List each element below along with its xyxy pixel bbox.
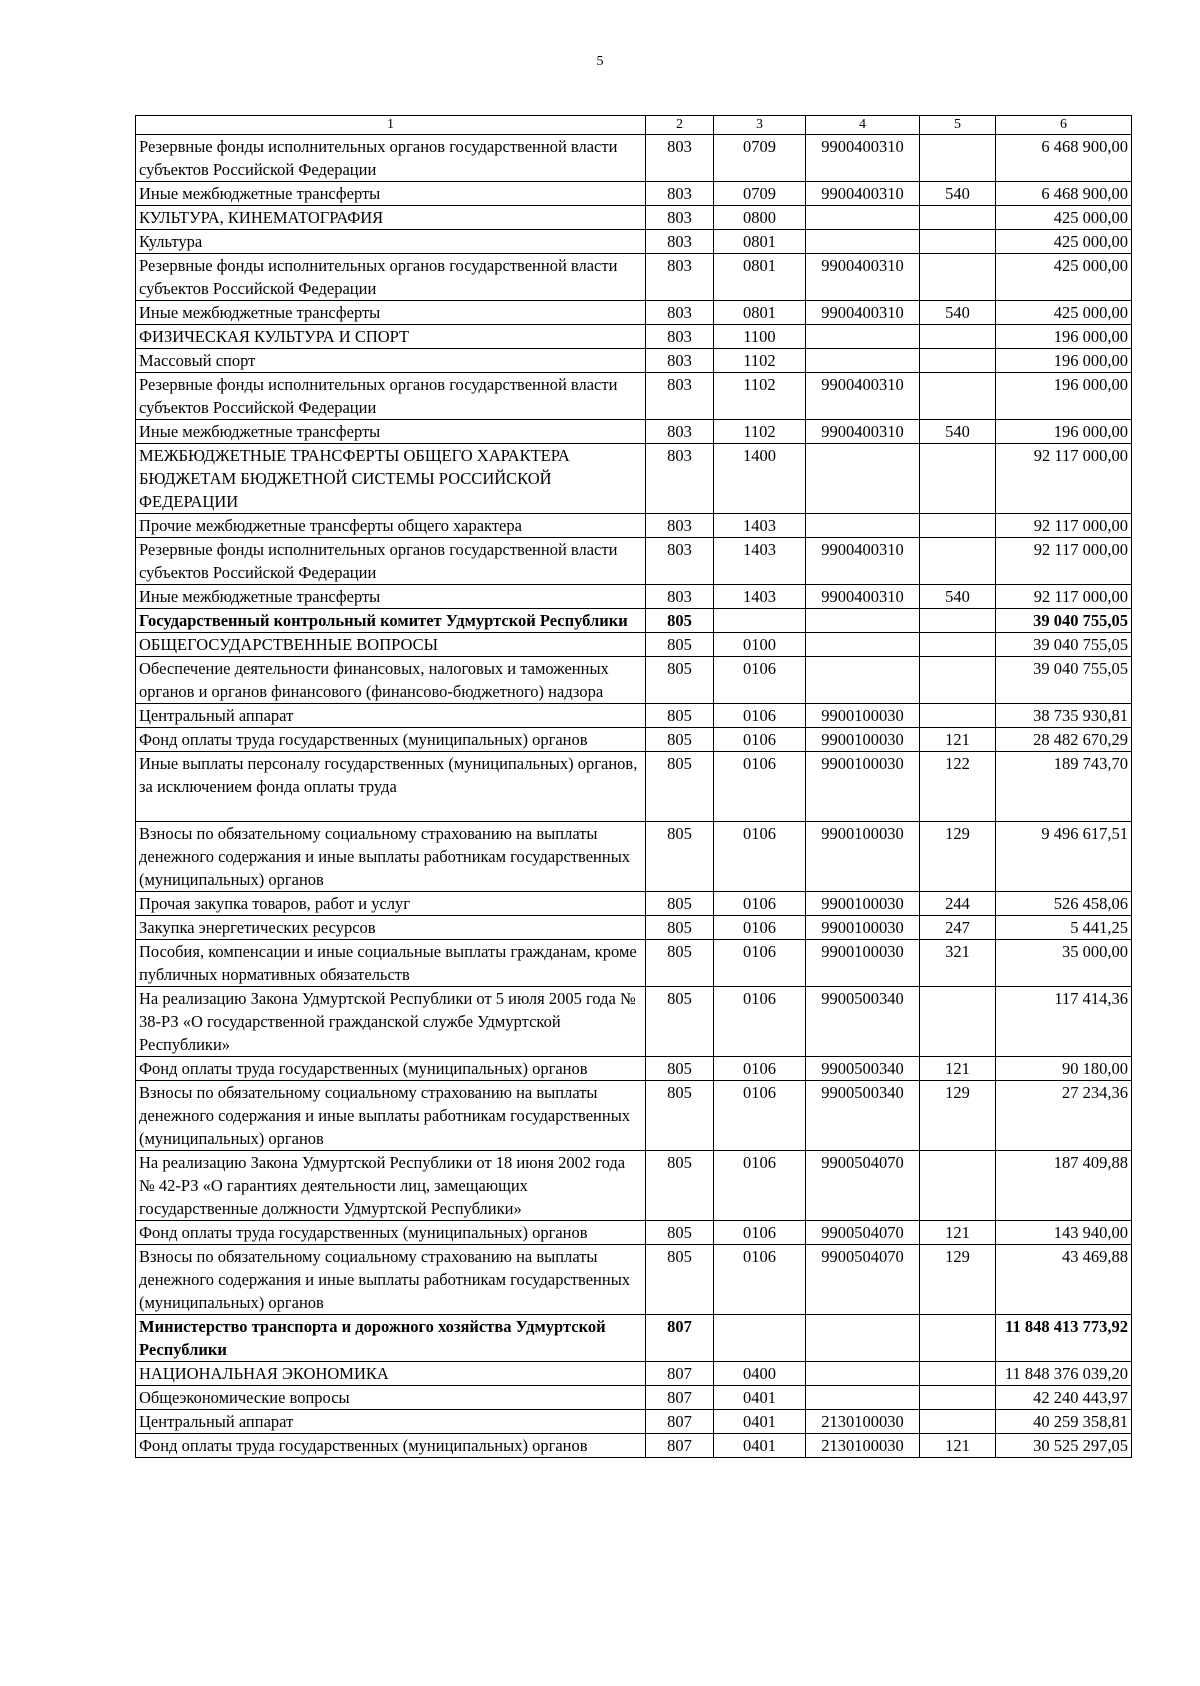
col-header: 4 (806, 116, 920, 135)
row-col5 (920, 1315, 996, 1362)
table-row (136, 206, 1132, 230)
table-row (136, 987, 1132, 1057)
row-col3: 0801 (714, 230, 806, 254)
table-row (136, 704, 1132, 728)
row-col4: 9900100030 (806, 916, 920, 940)
row-name: Прочие межбюджетные трансферты общего характера (136, 514, 646, 538)
col-header: 5 (920, 116, 996, 135)
row-col2: 805 (646, 1057, 714, 1081)
row-col3: 1102 (714, 420, 806, 444)
row-col2: 803 (646, 373, 714, 420)
row-col2: 803 (646, 349, 714, 373)
table-row (136, 728, 1132, 752)
row-col2: 805 (646, 657, 714, 704)
row-amount: 9 496 617,51 (996, 822, 1132, 892)
row-amount: 40 259 358,81 (996, 1410, 1132, 1434)
row-col4: 9900100030 (806, 892, 920, 916)
row-name: Обеспечение деятельности финансовых, налоговых и таможенных органов и органов финансового (финансово-бюджетного) надзора (136, 657, 646, 704)
row-col5 (920, 514, 996, 538)
table-row (136, 420, 1132, 444)
row-col3: 0106 (714, 1081, 806, 1151)
row-name: Массовый спорт (136, 349, 646, 373)
row-amount: 42 240 443,97 (996, 1386, 1132, 1410)
row-col4: 9900504070 (806, 1151, 920, 1221)
row-col5: 129 (920, 822, 996, 892)
row-col3: 0106 (714, 892, 806, 916)
row-col2: 803 (646, 135, 714, 182)
table-row (136, 1221, 1132, 1245)
row-col5 (920, 1151, 996, 1221)
row-col2: 805 (646, 609, 714, 633)
table-row (136, 940, 1132, 987)
row-amount: 39 040 755,05 (996, 657, 1132, 704)
page-number: 5 (596, 54, 604, 69)
row-col5: 540 (920, 301, 996, 325)
row-col3: 0106 (714, 987, 806, 1057)
row-col4 (806, 633, 920, 657)
row-name: МЕЖБЮДЖЕТНЫЕ ТРАНСФЕРТЫ ОБЩЕГО ХАРАКТЕРА БЮДЖЕТАМ БЮДЖЕТНОЙ СИСТЕМЫ РОССИЙСКОЙ ФЕДЕРАЦИИ (136, 444, 646, 514)
table-row (136, 892, 1132, 916)
row-col3: 0106 (714, 1221, 806, 1245)
row-col3: 0106 (714, 822, 806, 892)
row-col3 (714, 1315, 806, 1362)
table-row (136, 373, 1132, 420)
row-amount: 92 117 000,00 (996, 538, 1132, 585)
row-name: Иные выплаты персоналу государственных (муниципальных) органов, за исключением фонда оплаты труда (136, 752, 646, 822)
row-name: Прочая закупка товаров, работ и услуг (136, 892, 646, 916)
row-col5: 540 (920, 585, 996, 609)
row-name: Культура (136, 230, 646, 254)
row-name: Фонд оплаты труда государственных (муниципальных) органов (136, 1057, 646, 1081)
row-col3: 0801 (714, 254, 806, 301)
row-col2: 807 (646, 1315, 714, 1362)
row-col3: 0401 (714, 1410, 806, 1434)
row-col3: 0106 (714, 916, 806, 940)
row-col3: 0106 (714, 1057, 806, 1081)
row-col3: 0401 (714, 1434, 806, 1458)
row-col2: 803 (646, 444, 714, 514)
row-amount: 526 458,06 (996, 892, 1132, 916)
row-col5 (920, 704, 996, 728)
row-amount: 92 117 000,00 (996, 585, 1132, 609)
row-amount: 38 735 930,81 (996, 704, 1132, 728)
row-col2: 807 (646, 1434, 714, 1458)
row-col5: 129 (920, 1081, 996, 1151)
row-amount: 35 000,00 (996, 940, 1132, 987)
row-col4 (806, 349, 920, 373)
row-col4 (806, 657, 920, 704)
row-col2: 807 (646, 1362, 714, 1386)
col-header: 1 (136, 116, 646, 135)
row-col3: 0106 (714, 1245, 806, 1315)
row-col3: 0401 (714, 1386, 806, 1410)
table-row (136, 254, 1132, 301)
row-col2: 805 (646, 1151, 714, 1221)
table-row (136, 1081, 1132, 1151)
row-col5 (920, 135, 996, 182)
row-col4: 9900400310 (806, 254, 920, 301)
row-col3: 0709 (714, 182, 806, 206)
row-col4: 2130100030 (806, 1434, 920, 1458)
row-name: Резервные фонды исполнительных органов государственной власти субъектов Российской Федерации (136, 373, 646, 420)
table-row (136, 1057, 1132, 1081)
row-name: ФИЗИЧЕСКАЯ КУЛЬТУРА И СПОРТ (136, 325, 646, 349)
row-col5 (920, 609, 996, 633)
row-col5 (920, 373, 996, 420)
row-col5 (920, 444, 996, 514)
row-col4: 9900100030 (806, 940, 920, 987)
table-row (136, 585, 1132, 609)
row-name: Фонд оплаты труда государственных (муниципальных) органов (136, 1434, 646, 1458)
row-name: Министерство транспорта и дорожного хозяйства Удмуртской Республики (136, 1315, 646, 1362)
table-row (136, 822, 1132, 892)
row-col3: 0400 (714, 1362, 806, 1386)
row-col5: 121 (920, 1221, 996, 1245)
row-col2: 807 (646, 1386, 714, 1410)
row-col2: 803 (646, 301, 714, 325)
row-col5 (920, 633, 996, 657)
row-amount: 117 414,36 (996, 987, 1132, 1057)
row-amount: 425 000,00 (996, 206, 1132, 230)
row-col5 (920, 657, 996, 704)
table-body (136, 135, 1132, 1458)
row-col4: 9900100030 (806, 822, 920, 892)
table-row (136, 1434, 1132, 1458)
row-amount: 196 000,00 (996, 420, 1132, 444)
row-name: Общеэкономические вопросы (136, 1386, 646, 1410)
row-name: НАЦИОНАЛЬНАЯ ЭКОНОМИКА (136, 1362, 646, 1386)
row-col4 (806, 609, 920, 633)
row-col3: 0800 (714, 206, 806, 230)
row-col2: 805 (646, 1245, 714, 1315)
row-col4: 9900500340 (806, 1081, 920, 1151)
table-row (136, 1315, 1132, 1362)
table-row (136, 1151, 1132, 1221)
row-col2: 805 (646, 916, 714, 940)
row-col4 (806, 1386, 920, 1410)
row-col5 (920, 538, 996, 585)
table-row (136, 182, 1132, 206)
row-col3: 1403 (714, 585, 806, 609)
row-name: Резервные фонды исполнительных органов государственной власти субъектов Российской Федерации (136, 254, 646, 301)
row-col5: 121 (920, 1057, 996, 1081)
row-col5: 244 (920, 892, 996, 916)
row-amount: 28 482 670,29 (996, 728, 1132, 752)
row-name: Взносы по обязательному социальному страхованию на выплаты денежного содержания и иные выплаты работникам государственных (муниципальных) органов (136, 1081, 646, 1151)
row-col3: 0106 (714, 704, 806, 728)
row-col2: 803 (646, 325, 714, 349)
row-name: Центральный аппарат (136, 1410, 646, 1434)
row-col2: 803 (646, 230, 714, 254)
row-col5: 121 (920, 728, 996, 752)
row-col3: 1403 (714, 538, 806, 585)
row-name: ОБЩЕГОСУДАРСТВЕННЫЕ ВОПРОСЫ (136, 633, 646, 657)
row-name: Иные межбюджетные трансферты (136, 585, 646, 609)
row-col2: 803 (646, 182, 714, 206)
row-col2: 805 (646, 704, 714, 728)
row-name: Фонд оплаты труда государственных (муниципальных) органов (136, 1221, 646, 1245)
row-col3: 0106 (714, 1151, 806, 1221)
row-amount: 196 000,00 (996, 349, 1132, 373)
row-col5 (920, 230, 996, 254)
row-amount: 11 848 376 039,20 (996, 1362, 1132, 1386)
table-row (136, 609, 1132, 633)
row-col5: 540 (920, 420, 996, 444)
row-amount: 187 409,88 (996, 1151, 1132, 1221)
row-col4: 9900100030 (806, 704, 920, 728)
col-header: 3 (714, 116, 806, 135)
row-name: Государственный контрольный комитет Удмуртской Республики (136, 609, 646, 633)
row-col4 (806, 444, 920, 514)
row-col3: 0801 (714, 301, 806, 325)
col-header: 2 (646, 116, 714, 135)
row-name: Закупка энергетических ресурсов (136, 916, 646, 940)
row-name: Иные межбюджетные трансферты (136, 301, 646, 325)
row-col2: 805 (646, 752, 714, 822)
row-col4: 9900504070 (806, 1221, 920, 1245)
row-col5 (920, 1410, 996, 1434)
row-col5 (920, 1386, 996, 1410)
row-col4: 9900400310 (806, 420, 920, 444)
row-col4 (806, 1315, 920, 1362)
row-col2: 803 (646, 585, 714, 609)
row-name: Иные межбюджетные трансферты (136, 420, 646, 444)
row-col3: 1403 (714, 514, 806, 538)
row-amount: 90 180,00 (996, 1057, 1132, 1081)
row-amount: 11 848 413 773,92 (996, 1315, 1132, 1362)
row-name: Взносы по обязательному социальному страхованию на выплаты денежного содержания и иные выплаты работникам государственных (муниципальных) органов (136, 1245, 646, 1315)
row-amount: 143 940,00 (996, 1221, 1132, 1245)
row-name: Резервные фонды исполнительных органов государственной власти субъектов Российской Федерации (136, 538, 646, 585)
row-amount: 30 525 297,05 (996, 1434, 1132, 1458)
row-amount: 425 000,00 (996, 254, 1132, 301)
row-name: Фонд оплаты труда государственных (муниципальных) органов (136, 728, 646, 752)
row-amount: 5 441,25 (996, 916, 1132, 940)
row-col5 (920, 987, 996, 1057)
row-col2: 807 (646, 1410, 714, 1434)
row-col3: 0106 (714, 752, 806, 822)
col-header: 6 (996, 116, 1132, 135)
row-col5: 247 (920, 916, 996, 940)
row-col5: 122 (920, 752, 996, 822)
row-col2: 805 (646, 822, 714, 892)
table-row (136, 230, 1132, 254)
row-amount: 425 000,00 (996, 230, 1132, 254)
row-col3: 0709 (714, 135, 806, 182)
row-col5: 321 (920, 940, 996, 987)
row-amount: 92 117 000,00 (996, 444, 1132, 514)
row-col2: 805 (646, 633, 714, 657)
row-amount: 196 000,00 (996, 325, 1132, 349)
row-col5 (920, 206, 996, 230)
row-amount: 43 469,88 (996, 1245, 1132, 1315)
row-col4: 9900400310 (806, 538, 920, 585)
row-amount: 92 117 000,00 (996, 514, 1132, 538)
row-name: Центральный аппарат (136, 704, 646, 728)
row-name: Резервные фонды исполнительных органов государственной власти субъектов Российской Федерации (136, 135, 646, 182)
row-name: Иные межбюджетные трансферты (136, 182, 646, 206)
row-col2: 805 (646, 1221, 714, 1245)
row-col2: 803 (646, 206, 714, 230)
row-col3: 1102 (714, 349, 806, 373)
row-col5 (920, 349, 996, 373)
row-col3: 1100 (714, 325, 806, 349)
row-amount: 27 234,36 (996, 1081, 1132, 1151)
row-amount: 6 468 900,00 (996, 135, 1132, 182)
row-col3: 0106 (714, 940, 806, 987)
table-row (136, 135, 1132, 182)
row-amount: 196 000,00 (996, 373, 1132, 420)
row-col4 (806, 514, 920, 538)
row-name: КУЛЬТУРА, КИНЕМАТОГРАФИЯ (136, 206, 646, 230)
table-row (136, 514, 1132, 538)
row-col2: 803 (646, 254, 714, 301)
row-name: На реализацию Закона Удмуртской Республики от 18 июня 2002 года № 42-РЗ «О гарантиях деятельности лиц, замещающих государственные должности Удмуртской Республики» (136, 1151, 646, 1221)
row-name: Взносы по обязательному социальному страхованию на выплаты денежного содержания и иные выплаты работникам государственных (муниципальных) органов (136, 822, 646, 892)
row-col4 (806, 206, 920, 230)
row-col5 (920, 325, 996, 349)
table-row (136, 916, 1132, 940)
row-col3: 1400 (714, 444, 806, 514)
row-col3: 0100 (714, 633, 806, 657)
row-col5 (920, 1362, 996, 1386)
row-name: Пособия, компенсации и иные социальные выплаты гражданам, кроме публичных нормативных обязательств (136, 940, 646, 987)
row-amount: 39 040 755,05 (996, 609, 1132, 633)
row-col5 (920, 254, 996, 301)
row-col2: 803 (646, 420, 714, 444)
row-col4: 9900400310 (806, 301, 920, 325)
row-col4: 9900400310 (806, 182, 920, 206)
table-row (136, 1410, 1132, 1434)
table-row (136, 633, 1132, 657)
row-col4: 9900400310 (806, 373, 920, 420)
row-col4: 2130100030 (806, 1410, 920, 1434)
row-col5: 129 (920, 1245, 996, 1315)
row-name: На реализацию Закона Удмуртской Республики от 5 июля 2005 года № 38-РЗ «О государственной гражданской службе Удмуртской Республики» (136, 987, 646, 1057)
table-row (136, 538, 1132, 585)
row-amount: 189 743,70 (996, 752, 1132, 822)
table-row (136, 349, 1132, 373)
row-col2: 803 (646, 514, 714, 538)
table-row (136, 1362, 1132, 1386)
row-col5: 121 (920, 1434, 996, 1458)
row-col3: 0106 (714, 657, 806, 704)
row-col4 (806, 1362, 920, 1386)
row-col4 (806, 230, 920, 254)
row-col4: 9900400310 (806, 585, 920, 609)
row-amount: 39 040 755,05 (996, 633, 1132, 657)
row-col4: 9900504070 (806, 1245, 920, 1315)
row-col4: 9900500340 (806, 987, 920, 1057)
row-col4 (806, 325, 920, 349)
row-amount: 425 000,00 (996, 301, 1132, 325)
row-col3: 1102 (714, 373, 806, 420)
row-col4: 9900400310 (806, 135, 920, 182)
row-col3 (714, 609, 806, 633)
table-row (136, 1245, 1132, 1315)
row-col2: 805 (646, 940, 714, 987)
row-amount: 6 468 900,00 (996, 182, 1132, 206)
header-row (136, 116, 1132, 135)
table-row (136, 1386, 1132, 1410)
row-col5: 540 (920, 182, 996, 206)
table-row (136, 657, 1132, 704)
row-col3: 0106 (714, 728, 806, 752)
budget-table (135, 115, 1132, 1458)
row-col4: 9900500340 (806, 1057, 920, 1081)
table-row (136, 752, 1132, 822)
row-col4: 9900100030 (806, 728, 920, 752)
row-col2: 803 (646, 538, 714, 585)
row-col2: 805 (646, 728, 714, 752)
table-row (136, 325, 1132, 349)
row-col2: 805 (646, 1081, 714, 1151)
table-row (136, 301, 1132, 325)
row-col2: 805 (646, 987, 714, 1057)
row-col4: 9900100030 (806, 752, 920, 822)
table-row (136, 444, 1132, 514)
row-col2: 805 (646, 892, 714, 916)
